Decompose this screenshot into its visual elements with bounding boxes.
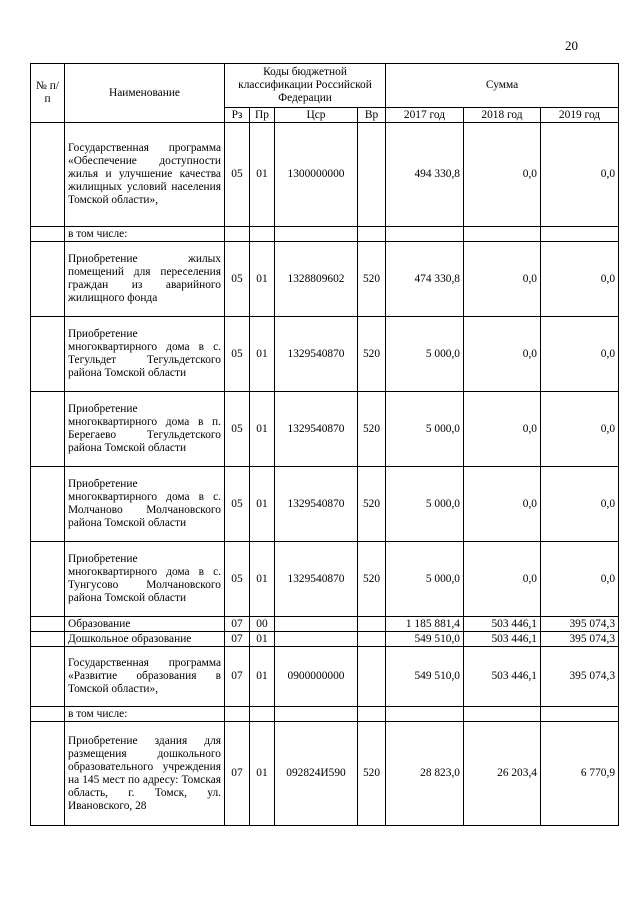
row-2017: 474 330,8: [386, 242, 464, 317]
row-pr: 01: [250, 123, 275, 227]
row-csr: 1329540870: [275, 467, 358, 542]
row-csr: 1300000000: [275, 123, 358, 227]
row-rz: 07: [225, 647, 250, 707]
row-name: Государственная программа «Обеспечение доступности жилья и улучшение качества жилищных условий населения Томской области»,: [65, 123, 225, 227]
row-2018: 503 446,1: [464, 647, 541, 707]
header-name: Наименование: [65, 64, 225, 123]
row-2019: 6 770,9: [541, 722, 619, 826]
row-2019: 395 074,3: [541, 647, 619, 707]
table-row: [31, 542, 619, 617]
row-vr: 520: [358, 722, 386, 826]
row-csr: 1329540870: [275, 392, 358, 467]
row-num: [31, 647, 65, 707]
row-csr: [275, 632, 358, 647]
row-2018: 0,0: [464, 467, 541, 542]
row-csr: 1328809602: [275, 242, 358, 317]
table-row: [31, 317, 619, 392]
table-row: [31, 227, 619, 242]
row-vr: [358, 632, 386, 647]
row-2019: [541, 707, 619, 722]
row-2019: 0,0: [541, 392, 619, 467]
row-2018: 26 203,4: [464, 722, 541, 826]
row-csr: 092824И590: [275, 722, 358, 826]
row-num: [31, 392, 65, 467]
row-rz: 05: [225, 317, 250, 392]
header-2017: 2017 год: [386, 108, 464, 123]
header-sum: Сумма: [386, 64, 619, 108]
row-2017: 1 185 881,4: [386, 617, 464, 632]
row-rz: 07: [225, 722, 250, 826]
row-2018: 0,0: [464, 123, 541, 227]
header-2019: 2019 год: [541, 108, 619, 123]
row-pr: 01: [250, 722, 275, 826]
row-2018: [464, 707, 541, 722]
row-2017: 5 000,0: [386, 392, 464, 467]
row-name: Образование: [65, 617, 225, 632]
header-pr: Пр: [250, 108, 275, 123]
row-pr: 01: [250, 242, 275, 317]
header-csr: Цср: [275, 108, 358, 123]
row-2019: 395 074,3: [541, 632, 619, 647]
row-num: [31, 617, 65, 632]
row-csr: [275, 617, 358, 632]
row-name: Приобретение многоквартирного дома в с. Молчаново Молчановского района Томской области: [65, 467, 225, 542]
row-2019: 0,0: [541, 542, 619, 617]
table-row: [31, 647, 619, 707]
row-num: [31, 542, 65, 617]
row-rz: [225, 707, 250, 722]
row-vr: 520: [358, 392, 386, 467]
row-rz: 05: [225, 123, 250, 227]
row-vr: 520: [358, 317, 386, 392]
row-num: [31, 123, 65, 227]
row-rz: 07: [225, 617, 250, 632]
row-2018: 0,0: [464, 242, 541, 317]
row-csr: 1329540870: [275, 317, 358, 392]
table-row: [31, 123, 619, 227]
header-2018: 2018 год: [464, 108, 541, 123]
row-2017: 5 000,0: [386, 542, 464, 617]
header-num: № п/п: [31, 64, 65, 123]
row-rz: 07: [225, 632, 250, 647]
row-pr: [250, 707, 275, 722]
header-codes: Коды бюджетной классификации Российской Федерации: [225, 64, 386, 108]
row-name: Дошкольное образование: [65, 632, 225, 647]
row-2018: [464, 227, 541, 242]
row-num: [31, 242, 65, 317]
table-row: [31, 242, 619, 317]
row-csr: [275, 707, 358, 722]
table-row: [31, 617, 619, 632]
row-pr: 01: [250, 317, 275, 392]
row-pr: 01: [250, 632, 275, 647]
row-2019: 395 074,3: [541, 617, 619, 632]
row-2018: 503 446,1: [464, 632, 541, 647]
row-name: в том числе:: [65, 227, 225, 242]
row-num: [31, 707, 65, 722]
row-csr: 1329540870: [275, 542, 358, 617]
row-2017: 5 000,0: [386, 467, 464, 542]
table-row: [31, 707, 619, 722]
row-rz: 05: [225, 392, 250, 467]
row-vr: [358, 123, 386, 227]
table-row: [31, 467, 619, 542]
row-2019: 0,0: [541, 123, 619, 227]
row-pr: 01: [250, 392, 275, 467]
budget-table: [30, 63, 619, 826]
row-2019: 0,0: [541, 467, 619, 542]
table-row: [31, 722, 619, 826]
page-number: 20: [565, 38, 578, 53]
row-pr: 01: [250, 542, 275, 617]
row-2018: 0,0: [464, 542, 541, 617]
row-vr: [358, 617, 386, 632]
row-2019: 0,0: [541, 317, 619, 392]
row-pr: 00: [250, 617, 275, 632]
row-vr: 520: [358, 467, 386, 542]
row-num: [31, 317, 65, 392]
row-pr: [250, 227, 275, 242]
row-name: в том числе:: [65, 707, 225, 722]
row-2017: 549 510,0: [386, 632, 464, 647]
row-rz: 05: [225, 242, 250, 317]
row-name: Приобретение жилых помещений для переселения граждан из аварийного жилищного фонда: [65, 242, 225, 317]
row-2017: [386, 227, 464, 242]
row-vr: 520: [358, 542, 386, 617]
row-vr: [358, 227, 386, 242]
row-2017: 28 823,0: [386, 722, 464, 826]
row-csr: [275, 227, 358, 242]
row-2017: 5 000,0: [386, 317, 464, 392]
header-vr: Вр: [358, 108, 386, 123]
row-2018: 503 446,1: [464, 617, 541, 632]
row-name: Приобретение здания для размещения дошкольного образовательного учреждения на 145 мест по адресу: Томская область, г. Томск, ул. Ивановского, 28: [65, 722, 225, 826]
table-row: [31, 632, 619, 647]
row-2017: 494 330,8: [386, 123, 464, 227]
row-name: Государственная программа «Развитие образования в Томской области»,: [65, 647, 225, 707]
row-num: [31, 632, 65, 647]
row-name: Приобретение многоквартирного дома в п. Берегаево Тегульдетского района Томской области: [65, 392, 225, 467]
row-2017: [386, 707, 464, 722]
row-name: Приобретение многоквартирного дома в с. Тегульдет Тегульдетского района Томской области: [65, 317, 225, 392]
row-rz: 05: [225, 542, 250, 617]
row-name: Приобретение многоквартирного дома в с. Тунгусово Молчановского района Томской области: [65, 542, 225, 617]
row-vr: [358, 707, 386, 722]
row-num: [31, 227, 65, 242]
table-row: [31, 392, 619, 467]
row-2019: 0,0: [541, 242, 619, 317]
header-rz: Рз: [225, 108, 250, 123]
row-2018: 0,0: [464, 392, 541, 467]
row-rz: [225, 227, 250, 242]
row-pr: 01: [250, 467, 275, 542]
row-pr: 01: [250, 647, 275, 707]
row-2018: 0,0: [464, 317, 541, 392]
row-2017: 549 510,0: [386, 647, 464, 707]
row-csr: 0900000000: [275, 647, 358, 707]
row-2019: [541, 227, 619, 242]
row-vr: 520: [358, 242, 386, 317]
row-vr: [358, 647, 386, 707]
row-num: [31, 722, 65, 826]
row-rz: 05: [225, 467, 250, 542]
row-num: [31, 467, 65, 542]
